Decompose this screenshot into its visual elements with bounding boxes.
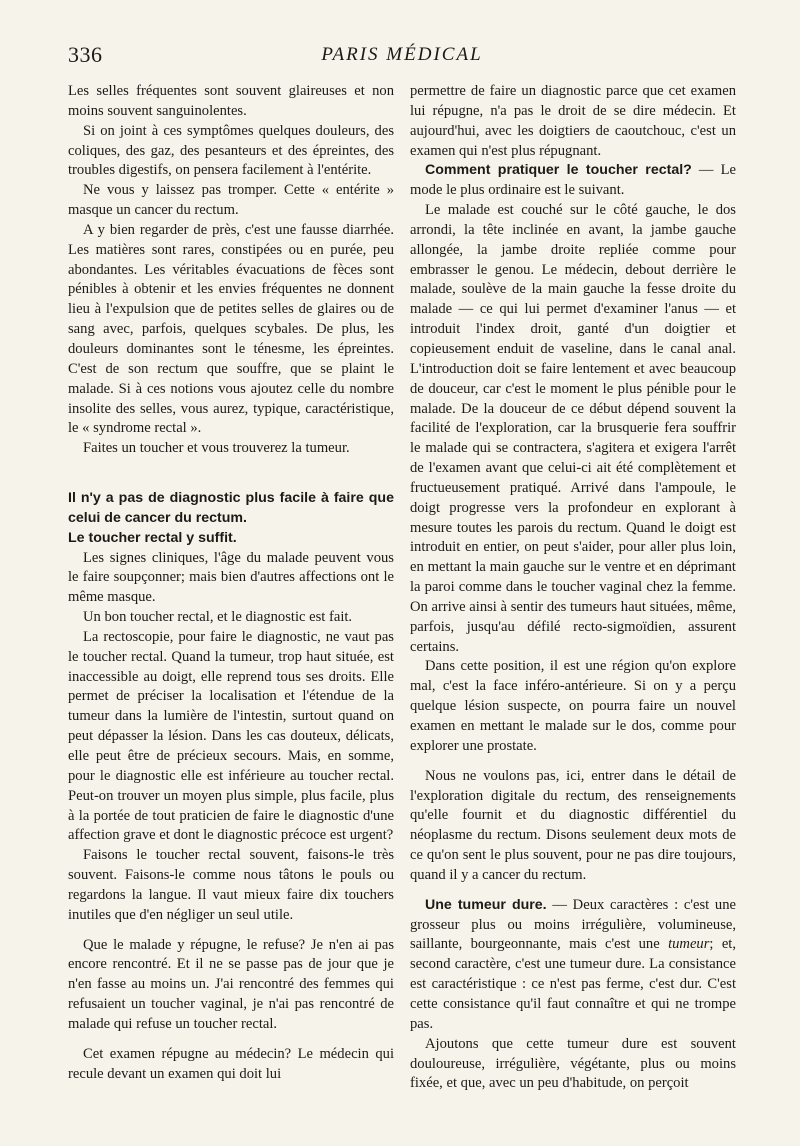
inline-heading-text: — Deux caractères : c'est une grosseur plus ou moins irrégulière, volumineuse, saillante, bourgeonnante, mais c'est une: [410, 896, 736, 953]
paragraph: Faisons le toucher rectal souvent, faisons-le très souvent. Faisons-le comme nous tâtons le pouls ou regardons la langue. Il vaut mieux faire dix touchers inutiles que d'en négliger un seul utile.: [68, 847, 394, 923]
paragraph: Un bon toucher rectal, et le diagnostic est fait.: [83, 609, 353, 626]
right-column: [410, 82, 736, 1094]
inline-heading-paragraph: [410, 161, 736, 201]
paragraph: Ajoutons que cette tumeur dure est souvent douloureuse, irrégulière, végétante, plus ou moins fixée, et que, avec un peu d'habitude, on perçoit: [410, 1035, 736, 1092]
section-heading: Il n'y a pas de diagnostic plus facile à faire que celui de cancer du rectum.: [68, 490, 394, 526]
paragraph: permettre de faire un diagnostic parce que cet examen lui répugne, n'a pas le droit de se dire médecin. Et aujourd'hui, avec les doigtiers de caoutchouc, c'est un examen qui n'est plus répugnant.: [410, 83, 736, 159]
section-heading-wrap: [68, 489, 394, 529]
paragraph: Nous ne voulons pas, ici, entrer dans le détail de l'exploration digitale du rectum, des renseignements qu'elle fournit et du diagnostic différentiel du néoplasme du rectum. Disons seulement deux mots de ce qu'on sent le plus souvent, pour ne pas dire toujours, quand il y a cancer du rectum.: [410, 767, 736, 883]
paragraph: La rectoscopie, pour faire le diagnostic, ne vaut pas le toucher rectal. Quand la tumeur, trop haut située, est inaccessible au doigt, elle reprend tous ses droits. Elle permet de préciser la localisation et l'étendue de la tumeur dans la lumière de l'intestin, surtout quand on peut dépasser la lésion. Dans les cas douteux, délicats, elle peut être de précieux secours. Mais, en somme, pour le diagnostic elle est inférieure au toucher rectal. Peut-on trouver un moyen plus simple, plus facile, plus à la portée de tout praticien de faire le diagnostic d'une affection grave et dont le diagnostic précoce est urgent?: [68, 628, 394, 844]
paragraph: Les signes cliniques, l'âge du malade peuvent vous le faire soupçonner; mais bien d'autres affections ont le même masque.: [68, 549, 394, 606]
subheading-wrap: [68, 529, 394, 549]
inline-heading-text: — Le mode le plus ordinaire est le suivant.: [410, 162, 736, 199]
paragraph: Ne vous y laissez pas tromper. Cette « entérite » masque un cancer du rectum.: [68, 182, 394, 219]
paragraph: Cet examen répugne au médecin? Le médecin qui recule devant un examen qui doit lui: [68, 1045, 394, 1082]
inline-heading: Une tumeur dure.: [425, 896, 547, 913]
paragraph: Les selles fréquentes sont souvent glaireuses et non moins souvent sanguinolentes.: [68, 83, 394, 119]
section-subheading: Le toucher rectal y suffit.: [68, 529, 237, 546]
page-number: 336: [68, 42, 103, 67]
page-header: [68, 42, 736, 72]
paragraph: Si on joint à ces symptômes quelques douleurs, des coliques, des gaz, des pesanteurs et des épreintes, des troubles digestifs, on pensera facilement à l'entérite.: [68, 122, 394, 179]
paragraph: Dans cette position, il est une région qu'on explore mal, c'est la face inféro-antérieure. Si on y a perçu quelque lésion suspecte, on pourra faire un nouvel examen en mettant le malade sur le dos, comme pour explorer une prostate.: [410, 658, 736, 754]
left-column: [68, 82, 394, 1085]
inline-heading-text: ; et, second caractère, c'est une tumeur dure. La consistance est caractéristique : ce n'est pas ferme, c'est dur. C'est cette consistance qu'il faut connaître et qui ne trompe pas.: [410, 936, 737, 1032]
paragraph: Que le malade y répugne, le refuse? Je n'en ai pas encore rencontré. Et il ne se passe pas de jour que je n'en fasse au moins un. J'ai rencontré des femmes qui refusaient un toucher vaginal, je n'ai pas rencontré de malade qui refuse un toucher rectal.: [68, 936, 394, 1032]
running-title: PARIS MÉDICAL: [321, 44, 483, 65]
paragraph: Le malade est couché sur le côté gauche, le dos arrondi, la tête inclinée en avant, la jambe gauche allongée, la jambe droite repliée comme pour embrasser le genou. Le médecin, debout derrière le malade, soulève de la main gauche la fesse droite du malade — ce qui lui permet d'examiner l'anus — et introduit l'index droit, ganté d'un doigtier et copieusement enduit de vaseline, dans le canal anal. L'introduction doit se faire lentement et avec beaucoup de douceur, car c'est le moment le plus pénible pour le malade. De la douceur de ce début dépend souvent la facilité de l'exploration, car la brusquerie fera souffrir le malade qui se contractera, s'agitera et exigera l'arrêt de l'examen avant que celui-ci ait été complètement et fructueusement pratiqué. Arrivé dans l'ampoule, le doigt progresse vers la profondeur en explorant à mesure toutes les parois du rectum. Quand le doigt est introduit en entier, on peut s'aider, pour aller plus loin, en mettant la main gauche sur le ventre et en déprimant la paroi comme dans le toucher vaginal chez la femme. On arrive ainsi à sentir des tumeurs haut situées, même, parfois, jusqu'au défilé recto-sigmoïdien, assurent certains.: [410, 202, 736, 655]
inline-heading-paragraph: [410, 896, 736, 1035]
emphasis-text: tumeur: [668, 936, 710, 953]
paragraph: A y bien regarder de près, c'est une fausse diarrhée. Les matières sont rares, constipées ou en purée, peu abondantes. Les véritables évacuations de fèces sont pénibles à obtenir et les envies fréquentes ne donnent lieu à l'expulsion que de petites selles de glaires ou de sang avec, parfois, quelques scybales. De plus, les douleurs dominantes sont le ténesme, les épreintes. C'est de son rectum que souffre, que se plaint le malade. Si à ces notions vous ajoutez celle du nombre insolite des selles, vous aurez, typique, caractéristique, le « syndrome rectal ».: [68, 221, 394, 437]
inline-heading: Comment pratiquer le toucher rectal?: [425, 162, 692, 179]
paragraph: Faites un toucher et vous trouverez la tumeur.: [83, 440, 350, 457]
